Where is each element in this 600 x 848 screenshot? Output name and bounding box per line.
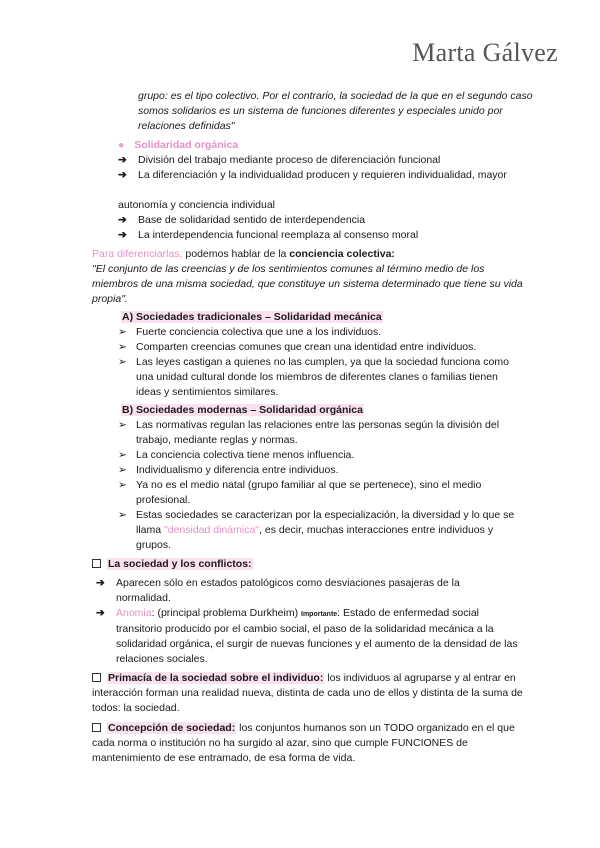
arrow-icon: ➔	[118, 169, 127, 181]
chevron-right-icon: ➢	[118, 449, 127, 461]
checkbox-icon[interactable]	[92, 559, 101, 568]
chevron-right-icon: ➢	[118, 341, 127, 353]
tradicionales-item: ➢ Comparten creencias comunes que crean una identidad entre individuos.	[118, 341, 477, 353]
section-title-modernas: B) Sociedades modernas – Solidaridad orgánica	[122, 404, 363, 416]
section-primacia: Primacía de la sociedad sobre el individuo: los individuos al agruparse y al entrar en interacción forman una realidad nueva, distinta de cada uno de ellos y distinta de la suma de todos: la sociedad.	[92, 672, 523, 714]
modernas-item: ➢ Las normativas regulan las relaciones entre las personas según la división del trabajo, mediante reglas y normas.	[118, 419, 500, 446]
conciencia-intro: Para diferenciarlas, podemos hablar de la conciencia colectiva:	[92, 248, 395, 260]
section-conflictos: La sociedad y los conflictos:	[92, 557, 253, 572]
chevron-right-icon: ➢	[118, 356, 127, 368]
chevron-right-icon: ➢	[118, 419, 127, 431]
modernas-item: ➢ Estas sociedades se caracterizan por la especialización, la diversidad y lo que se llama "densidad dinámica", es decir, muchas interacciones entre individuos y grupos.	[118, 509, 515, 551]
conflictos-item: ➔ Aparecen sólo en estados patológicos como desviaciones pasajeras de la normalidad.	[96, 577, 460, 604]
chevron-right-icon: ➢	[118, 509, 127, 521]
section-concepcion: Concepción de sociedad: los conjuntos humanos son un TODO organizado en el que cada norma o institución no ha surgido al azar, sino que cumple FUNCIONES de mantenimiento de ese entramado, de esa forma de vida.	[92, 722, 515, 764]
modernas-item: ➢ Ya no es el medio natal (grupo familiar al que se pertenece), sino el medio profesional.	[118, 479, 482, 506]
conflictos-item-anomia: ➔ Anomia: (principal problema Durkheim) Importante: Estado de enfermedad social transitorio producido por el cambio social, el paso de la solidaridad mecánica a la solidaridad orgánica, el surgir de nuevas funciones y el aumento de la densidad de las relaciones sociales.	[96, 607, 518, 665]
tradicionales-item: ➢ Fuerte conciencia colectiva que une a los individuos.	[118, 326, 382, 338]
section-title-tradicionales: A) Sociedades tradicionales – Solidaridad mecánica	[122, 311, 382, 323]
organica-item-continuation: autonomía y conciencia individual	[118, 199, 276, 211]
organica-item: ➔ División del trabajo mediante proceso de diferenciación funcional	[118, 154, 441, 166]
chevron-right-icon: ➢	[118, 326, 127, 338]
arrow-icon: ➔	[96, 607, 105, 619]
bullet-dot-icon: ●	[118, 139, 125, 151]
arrow-icon: ➔	[118, 214, 127, 226]
conciencia-quote: "El conjunto de las creencias y de los sentimientos comunes al término medio de los miembros de una misma sociedad, que constituye un sistema determinado que tiene su vida propia".	[92, 263, 523, 305]
arrow-icon: ➔	[118, 229, 127, 241]
intro-quote: grupo: es el tipo colectivo. Por el contrario, la sociedad de la que en el segundo caso somos solidarios es un sistema de funciones diferentes y especiales unido por relaciones definidas"	[138, 90, 533, 132]
organica-item: ➔ La diferenciación y la individualidad producen y requieren individualidad, mayor	[118, 169, 507, 181]
organica-item: ➔ Base de solidaridad sentido de interdependencia	[118, 214, 366, 226]
arrow-icon: ➔	[118, 154, 127, 166]
checkbox-icon[interactable]	[92, 673, 101, 682]
tradicionales-item: ➢ Las leyes castigan a quienes no las cumplen, ya que la sociedad funciona como una unidad cultural donde los miembros de diferentes clanes o familias tienen ideas y sentimientos similares.	[118, 356, 509, 398]
organica-item: ➔ La interdependencia funcional reemplaza al consenso moral	[118, 229, 419, 241]
modernas-item: ➢ La conciencia colectiva tiene menos influencia.	[118, 449, 355, 461]
chevron-right-icon: ➢	[118, 479, 127, 491]
arrow-icon: ➔	[96, 577, 105, 589]
checkbox-icon[interactable]	[92, 723, 101, 732]
chevron-right-icon: ➢	[118, 464, 127, 476]
modernas-item: ➢ Individualismo y diferencia entre individuos.	[118, 464, 339, 476]
author-name: Marta Gálvez	[412, 38, 558, 67]
organica-heading: ● Solidaridad orgánica	[118, 139, 239, 151]
